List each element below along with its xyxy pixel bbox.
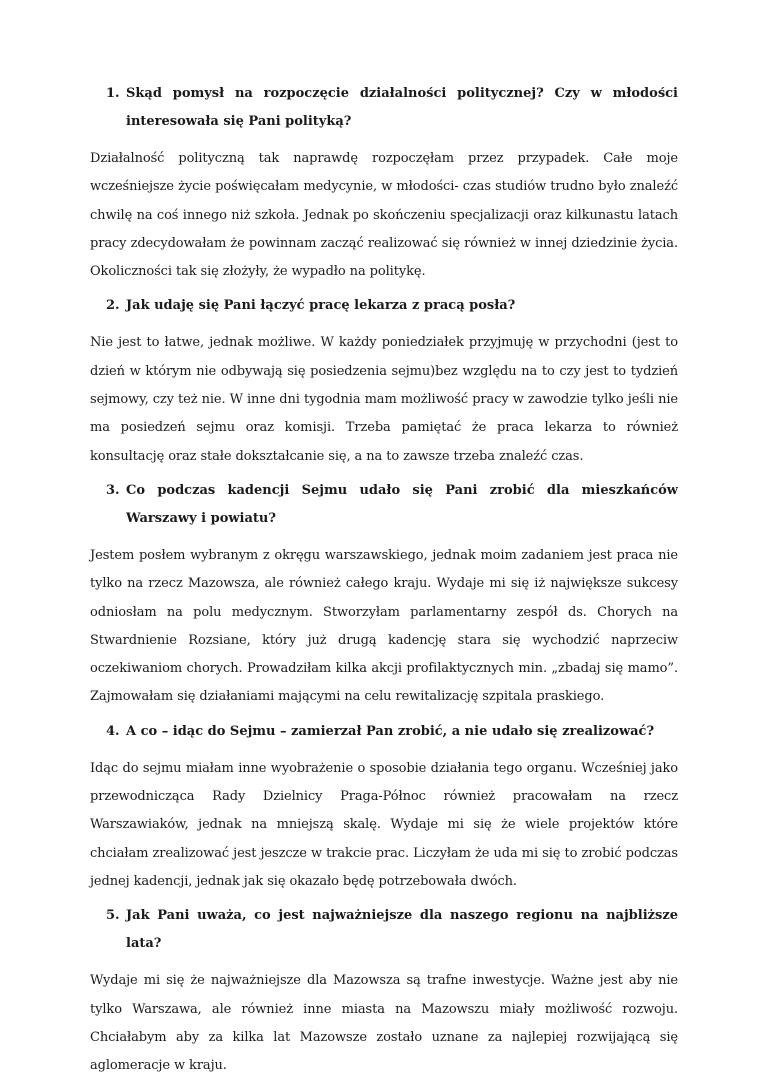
question-number: 3.	[106, 482, 120, 498]
question-text: Co podczas kadencji Sejmu udało się Pani zrobić dla mieszkańców Warszawy i powiatu?	[126, 482, 678, 526]
question-number: 5.	[106, 908, 120, 924]
question-number: 2.	[106, 298, 120, 314]
question-3	[90, 477, 678, 533]
question-number: 1.	[106, 86, 120, 101]
answer-1: Działalność polityczną tak naprawdę rozpoczęłam przez przypadek. Całe moje wcześniejsze życie poświęcałam medycynie, w młodości- czas studiów trudno było znaleźć chwilę na coś innego niż szkoła. Jednak po skończeniu specjalizacji oraz kilkunastu latach pracy zdecydowałam że powinnam zacząć realizować się również w innej dziedzinie życia. Okoliczności tak się złożyły, że wypadło na politykę.	[90, 151, 678, 280]
question-text: Jak Pani uważa, co jest najważniejsze dla naszego regionu na najbliższe lata?	[126, 908, 678, 952]
answer-2: Nie jest to łatwe, jednak możliwe. W każdy poniedziałek przyjmuję w przychodni (jest to dzień w którym nie odbywają się posiedzenia sejmu)bez względu na to czy jest to tydzień sejmowy, czy też nie. W inne dni tygodnia mam możliwość pracy w zawodzie tylko jeśli nie ma posiedzeń sejmu oraz komisji. Trzeba pamiętać że praca lekarza to również konsultację oraz stałe dokształcanie się, a na to zawsze trzeba znaleźć czas.	[90, 335, 678, 464]
question-text: A co – idąc do Sejmu – zamierzał Pan zrobić, a nie udało się zrealizować?	[126, 723, 655, 739]
question-2	[90, 292, 678, 320]
question-number: 4.	[106, 723, 120, 739]
question-1	[90, 80, 678, 136]
question-text: Jak udaję się Pani łączyć pracę lekarza z pracą posła?	[126, 298, 516, 314]
question-text: Skąd pomysł na rozpoczęcie działalności politycznej? Czy w młodości interesowała się Pani polityką?	[126, 86, 678, 129]
question-5	[90, 902, 678, 958]
answer-3: Jestem posłem wybranym z okręgu warszawskiego, jednak moim zadaniem jest praca nie tylko na rzecz Mazowsza, ale również całego kraju. Wydaje mi się iż największe sukcesy odniosłam na polu medycznym. Stworzyłam parlamentarny zespół ds. Chorych na Stwardnienie Rozsiane, który już drugą kadencję stara się wychodzić naprzeciw oczekiwaniom chorych. Prowadziłam kilka akcji profilaktycznych min. „zbadaj się mamo”. Zajmowałam się działaniami mającymi na celu rewitalizację szpitala praskiego.	[90, 547, 678, 705]
answer-5: Wydaje mi się że najważniejsze dla Mazowsza są trafne inwestycje. Ważne jest aby nie tylko Warszawa, ale również inne miasta na Mazowszu miały możliwość rozwoju. Chciałabym aby za kilka lat Mazowsze zostało uznane za najlepiej rozwijającą się aglomeracje w kraju.	[90, 973, 678, 1074]
question-4	[90, 718, 678, 746]
answer-4: Idąc do sejmu miałam inne wyobrażenie o sposobie działania tego organu. Wcześniej jako przewodnicząca Rady Dzielnicy Praga-Północ również pracowałam na rzecz Warszawiaków, jednak na mniejszą skalę. Wydaje mi się że wiele projektów które chciałam zrealizować jest jeszcze w trakcie prac. Liczyłam że uda mi się to zrobić podczas jednej kadencji, jednak jak się okazało będę potrzebowała dwóch.	[90, 760, 678, 889]
